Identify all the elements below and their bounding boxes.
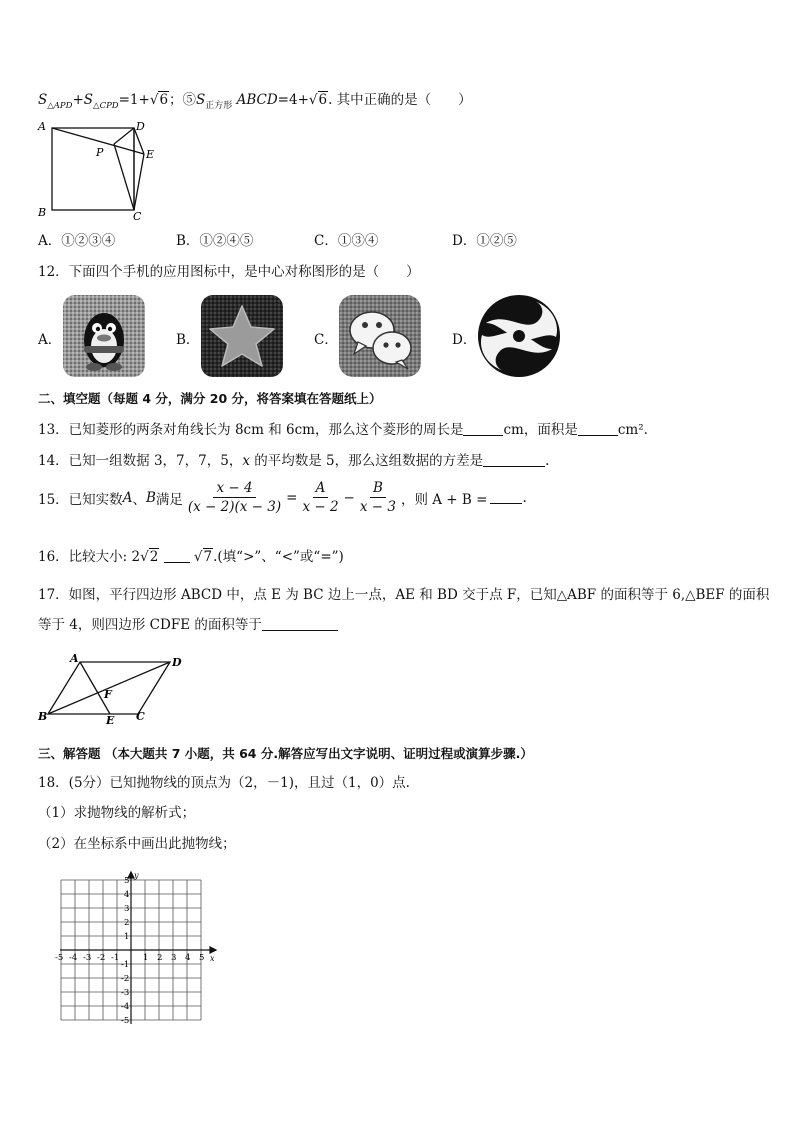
y-tick-label: -1: [121, 960, 130, 970]
q14-blank[interactable]: [483, 454, 545, 467]
q13-text: 13．已知菱形的两条对角线长为 8cm 和 6cm，那么这个菱形的周长是: [38, 422, 464, 438]
y-tick-label: 2: [124, 918, 130, 928]
q12-option-a-letter: A．: [38, 332, 62, 348]
y-axis-label: y: [134, 871, 139, 880]
q13-blank-1[interactable]: [463, 423, 503, 436]
y-tick-label: 5: [124, 876, 130, 886]
x-tick-label: -3: [83, 953, 92, 963]
y-tick-label: 3: [124, 904, 130, 914]
x-tick-label: -4: [69, 953, 78, 963]
label-c: C: [136, 710, 145, 723]
fraction-2: [299, 480, 341, 515]
q17-blank[interactable]: [262, 618, 338, 631]
q17-line-1: 17．如图，平行四边形 ABCD 中，点 E 为 BC 边上一点，AE 和 BD 交于点 F，已知△ABF 的面积等于 6,△BEF 的面积: [38, 587, 770, 603]
q13: [38, 418, 648, 438]
q15-b: B: [145, 489, 156, 506]
label-d: D: [172, 656, 182, 669]
x-tick-labels: [55, 953, 204, 963]
penguin-icon: [62, 294, 146, 378]
q13-mid: cm，面积是: [503, 422, 578, 438]
q16-root-7: 7: [203, 549, 213, 565]
q15-blank[interactable]: [490, 491, 522, 504]
q12-option-d-letter: D．: [452, 332, 477, 348]
section-3-heading: 三、解答题 （本大题共 7 小题，共 64 分.解答应写出文字说明、证明过程或演算步骤.）: [38, 746, 533, 761]
s-symbol-2: S: [83, 92, 94, 108]
option-text: ①②⑤: [476, 233, 517, 249]
q15-mid: 满足: [155, 491, 183, 508]
y-tick-labels: [121, 876, 129, 1026]
q15-eq: =: [286, 489, 298, 506]
option-letter: B．: [176, 233, 200, 249]
q18-part-2: （2）在坐标系中画出此抛物线；: [38, 836, 236, 852]
q15-end: .: [522, 489, 527, 506]
swirl-ball-icon: [476, 293, 562, 379]
x-tick-label: 5: [199, 953, 205, 963]
s-symbol-3: S: [196, 92, 206, 108]
q17-figure: [36, 652, 186, 726]
x-tick-label: 1: [143, 953, 149, 963]
label-a: A: [70, 652, 79, 665]
frac-num: x − 4: [213, 480, 255, 498]
root-6b: 6: [318, 92, 328, 108]
q14-mid: 的平均数是 5，那么这组数据的方差是: [249, 453, 484, 469]
segment-pc: [114, 144, 134, 210]
q16-coef: 2: [131, 549, 141, 565]
x-tick-label: 4: [185, 953, 191, 963]
q16-text: 16．比较大小:: [38, 549, 132, 565]
option-text: ①②③④: [61, 233, 116, 249]
frac-den: x − 2: [302, 499, 339, 515]
fraction-1: [185, 480, 284, 515]
q15-text: 15．已知实数: [38, 491, 123, 508]
frac-den: (x − 2)(x − 3): [187, 499, 282, 515]
label-c: C: [133, 210, 142, 223]
sub-apd: △APD: [47, 101, 73, 111]
label-f: F: [104, 688, 112, 701]
q15-post: ，则 A + B =: [400, 491, 488, 508]
x-tick-label: 2: [157, 953, 163, 963]
q12-stem: 12．下面四个手机的应用图标中，是中心对称图形的是（ ）: [38, 264, 420, 280]
option-letter: A．: [38, 233, 62, 249]
q13-post: cm².: [617, 422, 648, 438]
s-symbol: S: [38, 92, 48, 108]
q14-x: x: [242, 453, 250, 469]
y-tick-label: -3: [121, 988, 130, 998]
equals-value: =1+: [118, 92, 150, 108]
segment-pd: [114, 128, 134, 144]
q13-blank-2[interactable]: [578, 423, 618, 436]
q16-blank[interactable]: [164, 550, 190, 563]
q17-line-2-text: 等于 4，则四边形 CDFE 的面积等于: [38, 617, 262, 633]
q12-option-c-letter: C．: [314, 332, 338, 348]
q12-option-b-letter: B．: [176, 332, 200, 348]
label-b: B: [38, 206, 47, 219]
q14-text: 14．已知一组数据 3，7，7，5，: [38, 453, 243, 469]
x-tick-label: -1: [111, 953, 120, 963]
star-icon: [200, 294, 284, 378]
label-b: B: [38, 710, 48, 723]
abcd-label: ABCD: [236, 92, 278, 108]
label-e: E: [146, 148, 155, 161]
chat-bubbles-icon: [338, 294, 422, 378]
q16-root-2: 2: [149, 549, 159, 565]
q18-stem: 18．(5分）已知抛物线的顶点为（2，－1)，且过（1，0）点.: [38, 775, 410, 791]
x-tick-label: 3: [171, 953, 177, 963]
label-a: A: [38, 120, 46, 133]
y-tick-label: -2: [121, 974, 130, 984]
equals-value-2: =4+: [277, 92, 309, 108]
frac-den: x − 3: [359, 499, 396, 515]
q11-line: $S_{\triangle APD}+S_{\triangle CPD}=1+√6$；$⑤S_{正方形}$ ABCD=4+√6. 其中正确的是（ ）: [38, 92, 472, 111]
y-tick-label: -4: [121, 1002, 130, 1012]
option-letter: C．: [314, 233, 338, 249]
section-2-heading: 二、填空题（每题 4 分，满分 20 分，将答案填在答题纸上）: [38, 391, 382, 406]
label-p: P: [96, 146, 104, 159]
q17-line-2: [38, 613, 338, 633]
y-tick-label: 4: [124, 890, 130, 900]
q15-a: A: [122, 489, 133, 506]
separator: ；⑤: [169, 92, 197, 108]
y-tick-label: -5: [121, 1016, 130, 1026]
root-6: 6: [159, 92, 169, 108]
q11-option-b: [176, 229, 253, 249]
coordinate-grid: [56, 868, 222, 1030]
x-axis-label: x: [210, 954, 215, 963]
sub-square: 正方形: [205, 101, 233, 111]
q15-sep: 、: [132, 491, 146, 508]
x-axis-arrow: [210, 947, 216, 953]
label-e: E: [106, 714, 115, 727]
q14: [38, 449, 549, 469]
option-text: ①②④⑤: [199, 233, 254, 249]
q11-option-c: [314, 229, 378, 249]
segment-ce: [134, 154, 144, 210]
x-tick-label: -2: [97, 953, 106, 963]
q11-option-a: [38, 229, 115, 249]
sub-cpd: △CPD: [93, 101, 119, 111]
q18-part-1: （1）求抛物线的解析式；: [38, 805, 196, 821]
option-text: ①③④: [337, 233, 379, 249]
fraction-3: [357, 480, 399, 515]
frac-num: B: [370, 480, 386, 498]
plus-sign: +: [72, 92, 84, 108]
q15-minus: −: [343, 489, 355, 506]
label-d: D: [136, 120, 145, 133]
q11-option-d: [452, 229, 517, 249]
q15: [38, 480, 527, 515]
q11-tail: . 其中正确的是（ ）: [328, 92, 472, 108]
frac-num: A: [313, 480, 329, 498]
q16-post: .(填“>”、“<”或“=”): [213, 549, 344, 565]
x-tick-label: -5: [55, 953, 64, 963]
q11-figure: [36, 118, 166, 222]
y-tick-label: 1: [124, 932, 130, 942]
option-letter: D．: [452, 233, 477, 249]
q16: 16．比较大小: 2√2 √7.(填“>”、“<”或“=”): [38, 549, 344, 565]
q14-post: .: [545, 453, 550, 469]
